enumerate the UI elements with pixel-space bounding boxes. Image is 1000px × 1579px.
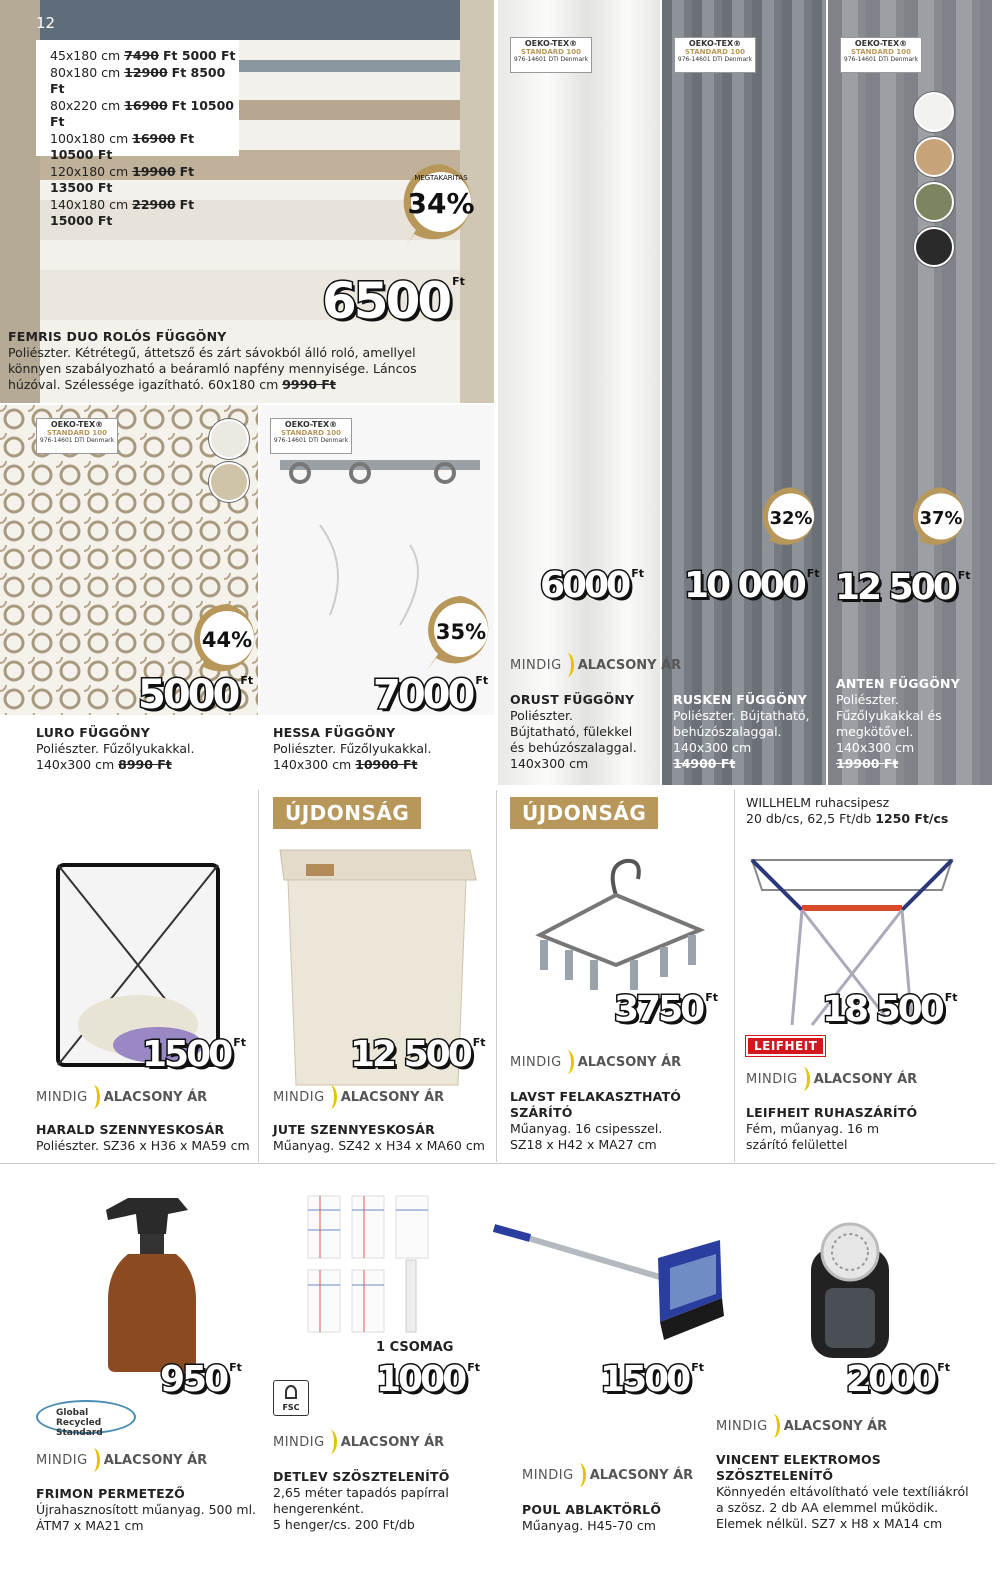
mindig-alacsony-ar-label: MINDIG ALACSONY ÁR [273,1427,444,1457]
anten-info: ANTEN FÜGGÖNY Poliészter. Fűzőlyukakkal és megkötővel. 140x300 cm 19900 Ft [836,676,990,772]
new-badge: ÚJDONSÁG [273,797,421,829]
rusken-title: RUSKEN FÜGGÖNY [673,692,807,707]
luro-swatch-white[interactable] [209,419,249,459]
vincent-info: VINCENT ELEKTROMOS SZÖSZTELENÍTŐ Könnyedén eltávolítható vele textíliákról a szösz. 2 db AA elemmel működik. Elemek nélkül. SZ7 x H8 x MA14 cm [716,1452,991,1532]
detlev-rolls-image [300,1190,440,1340]
femris-size-table [36,40,239,228]
anten-swatch-white[interactable] [914,92,954,132]
mindig-alacsony-ar-label: MINDIG ALACSONY ÁR [273,1082,444,1112]
poul-info: POUL ABLAKTÖRLŐ Műanyag. H45-70 cm [522,1502,722,1534]
harald-price: 1500 $^{Ft}$ [142,1034,246,1075]
vincent-lint-remover-image [805,1218,895,1368]
femris-desc: Poliészter. Kétrétegű, áttetsző és zárt sávokból álló roló, amellyel könnyen szabályozható a beáramló napfény mennyisége. Láncos húzóval. Szélessége igazítható. 60x180 cm [8,345,417,392]
size-row: 45x180 cm 7490 Ft 5000 Ft [50,48,236,63]
frimon-title: FRIMON PERMETEZŐ [36,1486,185,1501]
vincent-title: VINCENT ELEKTROMOS [716,1452,882,1467]
size-row: 140x180 cm 22900 Ft 15000 Ft [50,196,195,228]
oeko-tex-label: OEKO-TEX® STANDARD 100 976-14601 DTI Denmark [674,37,756,73]
fsc-logo: FSC [273,1380,309,1416]
size-row: 100x180 cm 16900 Ft 10500 Ft [50,130,195,162]
hessa-discount-badge [420,592,502,674]
orust-price: 6000 $^{Ft}$ [540,565,644,606]
detlev-price: 1000 $^{Ft}$ [376,1359,480,1400]
anten-price: 12 500 $^{Ft}$ [835,567,971,608]
leifheit-logo: LEIFHEIT [746,1036,825,1056]
anten-photo [828,0,992,785]
frimon-sprayer-image [88,1190,198,1380]
svg-text:37%: 37% [919,508,963,530]
divider [258,790,259,1162]
svg-text:35%: 35% [435,620,487,644]
orust-info: ORUST FÜGGÖNY Poliészter. Bújtatható, fülekkel és behúzószalaggal. 140x300 cm [510,692,658,772]
anten-swatch-black[interactable] [914,227,954,267]
femris-old-price: 9990 Ft [282,377,336,392]
global-recycled-standard-logo: Global Recycled Standard [36,1400,136,1434]
poul-title: POUL ABLAKTÖRLŐ [522,1502,662,1517]
leifheit-price: 18 500 $^{Ft}$ [822,989,958,1030]
rusken-discount-badge [756,484,826,554]
hessa-price: 7000 $^{Ft}$ [373,672,489,718]
hessa-info: HESSA FÜGGÖNY Poliészter. Fűzőlyukakkal. 140x300 cm 10900 Ft [273,725,483,773]
oeko-tex-label: OEKO-TEX® STANDARD 100 976-14601 DTI Denmark [36,418,118,454]
femris-discount-badge [396,160,486,252]
femris-title: FEMRIS DUO ROLÓS FÜGGÖNY [8,329,227,344]
willhelm-info: WILLHELM ruhacsipesz 20 db/cs, 62,5 Ft/db 1250 Ft/cs [746,795,949,826]
leifheit-title: LEIFHEIT RUHASZÁRÍTÓ [746,1105,918,1120]
harald-title: HARALD SZENNYESKOSÁR [36,1122,225,1137]
anten-title: ANTEN FÜGGÖNY [836,676,960,691]
jute-price: 12 500 $^{Ft}$ [350,1034,486,1075]
detlev-info: DETLEV SZÖSZTELENÍTŐ 2,65 méter tapadós papírral hengerenként. 5 henger/cs. 200 Ft/db [273,1469,493,1533]
tree-icon [285,1385,297,1399]
svg-text:32%: 32% [769,508,813,530]
mindig-alacsony-ar-label: MINDIG ALACSONY ÁR [522,1460,693,1490]
frimon-price: 950 $^{Ft}$ [160,1359,242,1400]
divider [0,1163,995,1164]
divider [496,790,497,1162]
mindig-alacsony-ar-label: MINDIG ALACSONY ÁR [510,1047,681,1077]
luro-discount-badge [186,600,268,682]
lavst-title: LAVST FELAKASZTHATÓ [510,1089,682,1104]
mindig-alacsony-ar-label: MINDIG ALACSONY ÁR [510,650,681,680]
rusken-photo [662,0,826,785]
luro-swatch-beige[interactable] [209,462,249,502]
harald-info: HARALD SZENNYESKOSÁR Poliészter. SZ36 x H36 x MA59 cm [36,1122,256,1154]
anten-swatch-green[interactable] [914,182,954,222]
lavst-dryer-image [520,855,720,1000]
leifheit-info: LEIFHEIT RUHASZÁRÍTÓ Fém, műanyag. 16 m szárító felülettel [746,1105,986,1153]
frimon-info: FRIMON PERMETEZŐ Újrahasznosított műanyag. 500 ml. ÁTM7 x MA21 cm [36,1486,266,1534]
poul-price: 1500 $^{Ft}$ [600,1359,704,1400]
divider [734,790,735,1162]
hessa-title: HESSA FÜGGÖNY [273,725,396,740]
size-row: 80x180 cm 12900 Ft 8500 Ft [50,64,226,96]
femris-info [8,329,428,393]
detlev-title: DETLEV SZÖSZTELENÍTŐ [273,1469,450,1484]
svg-text:34%: 34% [407,187,475,220]
lavst-info: LAVST FELAKASZTHATÓ SZÁRÍTÓ Műanyag. 16 csipesszel. SZ18 x H42 x MA27 cm [510,1089,730,1153]
oeko-tex-label: OEKO-TEX® STANDARD 100 976-14601 DTI Denmark [510,37,592,73]
mindig-alacsony-ar-label: MINDIG ALACSONY ÁR [36,1445,207,1475]
luro-price: 5000 $^{Ft}$ [138,672,254,718]
orust-title: ORUST FÜGGÖNY [510,692,635,707]
rusken-price: 10 000 $^{Ft}$ [684,565,820,606]
oeko-tex-label: OEKO-TEX® STANDARD 100 976-14601 DTI Denmark [840,37,922,73]
jute-title: JUTE SZENNYESKOSÁR [273,1122,435,1137]
jute-info: JUTE SZENNYESKOSÁR Műanyag. SZ42 x H34 x MA60 cm [273,1122,493,1154]
mindig-alacsony-ar-label: MINDIG ALACSONY ÁR [746,1064,917,1094]
poul-squeegee-image [490,1218,730,1348]
vincent-price: 2000 $^{Ft}$ [846,1359,950,1400]
mindig-alacsony-ar-label: MINDIG ALACSONY ÁR [36,1082,207,1112]
rusken-info: RUSKEN FÜGGÖNY Poliészter. Bújtatható, behúzószalaggal. 140x300 cm 14900 Ft [673,692,823,772]
oeko-tex-label: OEKO-TEX® STANDARD 100 976-14601 DTI Denmark [270,418,352,454]
femris-price: 6500 $^{Ft}$ [322,272,465,330]
new-badge: ÚJDONSÁG [510,797,658,829]
anten-discount-badge [906,484,976,554]
luro-info: LURO FÜGGÖNY Poliészter. Fűzőlyukakkal. 140x300 cm 8990 Ft [36,725,236,773]
svg-text:44%: 44% [201,628,253,652]
mindig-alacsony-ar-label: MINDIG ALACSONY ÁR [716,1411,887,1441]
svg-text:MEGTAKARÍTÁS: MEGTAKARÍTÁS [414,174,468,182]
size-row: 120x180 cm 19900 Ft 13500 Ft [50,163,195,195]
lavst-price: 3750 $^{Ft}$ [614,989,718,1030]
size-row: 80x220 cm 16900 Ft 10500 Ft [50,97,235,129]
luro-title: LURO FÜGGÖNY [36,725,151,740]
detlev-pack-label: 1 CSOMAG [376,1340,454,1355]
page-number: 12 [36,14,56,32]
anten-swatch-beige[interactable] [914,137,954,177]
